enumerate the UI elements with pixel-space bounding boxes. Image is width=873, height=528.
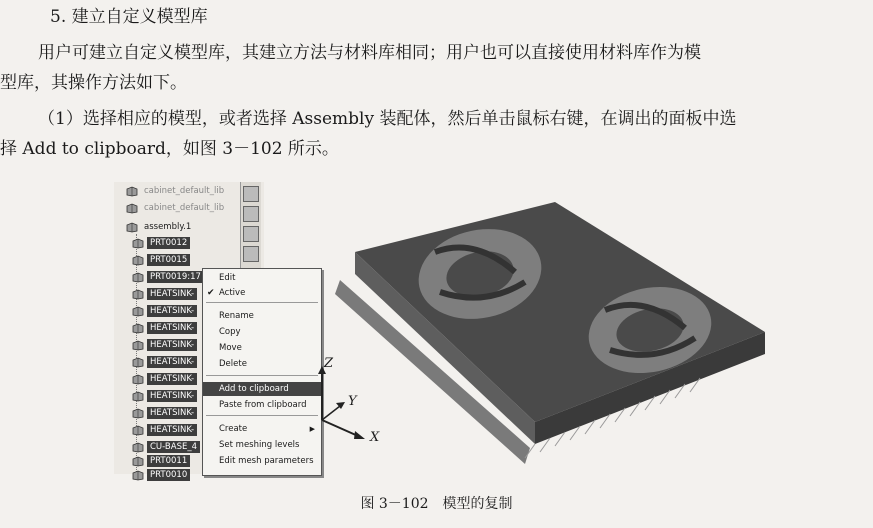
tree-item-label: HEATSINK- [147,390,197,402]
tree-item-label: HEATSINK- [147,356,197,368]
tree-item[interactable] [132,468,190,482]
tree-item[interactable] [132,355,197,369]
part-icon [132,456,144,467]
assembly-icon [126,222,138,233]
menu-item-copy[interactable] [203,325,321,339]
menu-item-label: Delete [219,359,247,369]
part-icon [132,238,144,249]
checkmark-icon: ✔ [207,288,215,298]
part-icon [132,289,144,300]
menu-item-edit[interactable] [203,271,321,285]
section-heading: 5. 建立自定义模型库 [50,7,208,27]
part-icon [126,203,138,214]
menu-separator [206,302,318,303]
part-icon [132,425,144,436]
tree-item[interactable] [132,287,197,301]
paragraph-1-line-2: 型库，其操作方法如下。 [0,73,187,93]
heatsink-model-render [325,182,770,472]
figure-screenshot [110,178,770,478]
tree-item[interactable] [126,201,227,215]
menu-item-label: Create [219,424,248,434]
menu-item-add-to-clipboard[interactable] [203,382,321,396]
menu-separator [206,415,318,416]
toolbar-icon[interactable] [243,246,259,262]
part-icon [132,357,144,368]
tree-item-label: HEATSINK- [147,424,197,436]
part-icon [132,306,144,317]
menu-item-delete[interactable] [203,357,321,371]
tree-item[interactable] [132,338,197,352]
tree-item-label: HEATSINK- [147,288,197,300]
menu-item-create[interactable] [203,422,321,436]
tree-item[interactable] [132,423,197,437]
tree-item[interactable] [132,270,204,284]
part-icon [132,340,144,351]
menu-item-paste-from-clipboard[interactable] [203,398,321,412]
tree-item[interactable] [132,440,200,454]
tree-item-label: HEATSINK- [147,373,197,385]
tree-item-label: HEATSINK- [147,339,197,351]
part-icon [132,323,144,334]
toolbar-icon[interactable] [243,226,259,242]
tree-item[interactable] [132,372,197,386]
toolbar-icon[interactable] [243,206,259,222]
paragraph-2-line-2: 择 Add to clipboard，如图 3－102 所示。 [0,139,339,159]
axis-x-label: X [370,430,380,445]
menu-item-edit-mesh-parameters[interactable] [203,454,321,468]
part-icon [132,374,144,385]
figure-caption: 图 3－102 模型的复制 [360,496,513,512]
tree-item-label: cabinet_default_lib [144,186,225,196]
menu-separator [206,375,318,376]
part-icon [132,255,144,266]
menu-item-label: Edit mesh parameters [219,456,314,466]
tree-item[interactable] [126,220,194,234]
menu-item-label: Edit [219,273,236,283]
paragraph-1-line-1: 用户可建立自定义模型库，其建立方法与材料库相同；用户也可以直接使用材料库作为模 [38,43,701,63]
part-icon [132,408,144,419]
part-icon [132,391,144,402]
part-icon [132,442,144,453]
tree-item[interactable] [132,236,190,250]
tree-item[interactable] [132,304,197,318]
axis-triad [310,358,390,448]
menu-item-label: Rename [219,311,254,321]
submenu-arrow-icon: ▶ [309,425,315,433]
toolbar-icon[interactable] [243,186,259,202]
tree-item-label: PRT0019:17 [147,271,204,283]
tree-item-label: assembly.1 [144,222,192,232]
menu-item-rename[interactable] [203,309,321,323]
tree-item-label: HEATSINK- [147,407,197,419]
menu-item-active[interactable] [203,286,321,300]
tree-item-label: HEATSINK- [147,322,197,334]
tree-item-label: HEATSINK- [147,305,197,317]
tree-item[interactable] [132,253,190,267]
part-icon [132,470,144,481]
tree-item-label: PRT0011 [147,455,190,467]
menu-item-label: Add to clipboard [219,384,289,394]
vertical-toolbar [240,182,261,268]
tree-item[interactable] [132,321,197,335]
tree-item[interactable] [132,389,197,403]
menu-item-label: Set meshing levels [219,440,300,450]
part-icon [126,186,138,197]
menu-item-label: Move [219,343,242,353]
context-menu [202,268,322,476]
axis-y-label: Y [348,394,357,409]
tree-item-label: PRT0010 [147,469,190,481]
menu-item-move[interactable] [203,341,321,355]
tree-item-label: PRT0015 [147,254,190,266]
axis-z-label: Z [324,356,334,371]
tree-item-label: CU-BASE_4 [147,441,200,453]
tree-item-label: cabinet_default_lib [144,203,225,213]
menu-item-label: Paste from clipboard [219,400,307,410]
tree-item[interactable] [132,406,197,420]
paragraph-2-line-1: （1）选择相应的模型，或者选择 Assembly 装配体，然后单击鼠标右键，在调出的面板中选 [38,109,737,129]
tree-item-label: PRT0012 [147,237,190,249]
menu-item-set-meshing-levels[interactable] [203,438,321,452]
menu-item-label: Copy [219,327,241,337]
part-icon [132,272,144,283]
tree-item[interactable] [126,184,227,198]
tree-item[interactable] [132,454,190,468]
menu-item-label: Active [219,288,246,298]
